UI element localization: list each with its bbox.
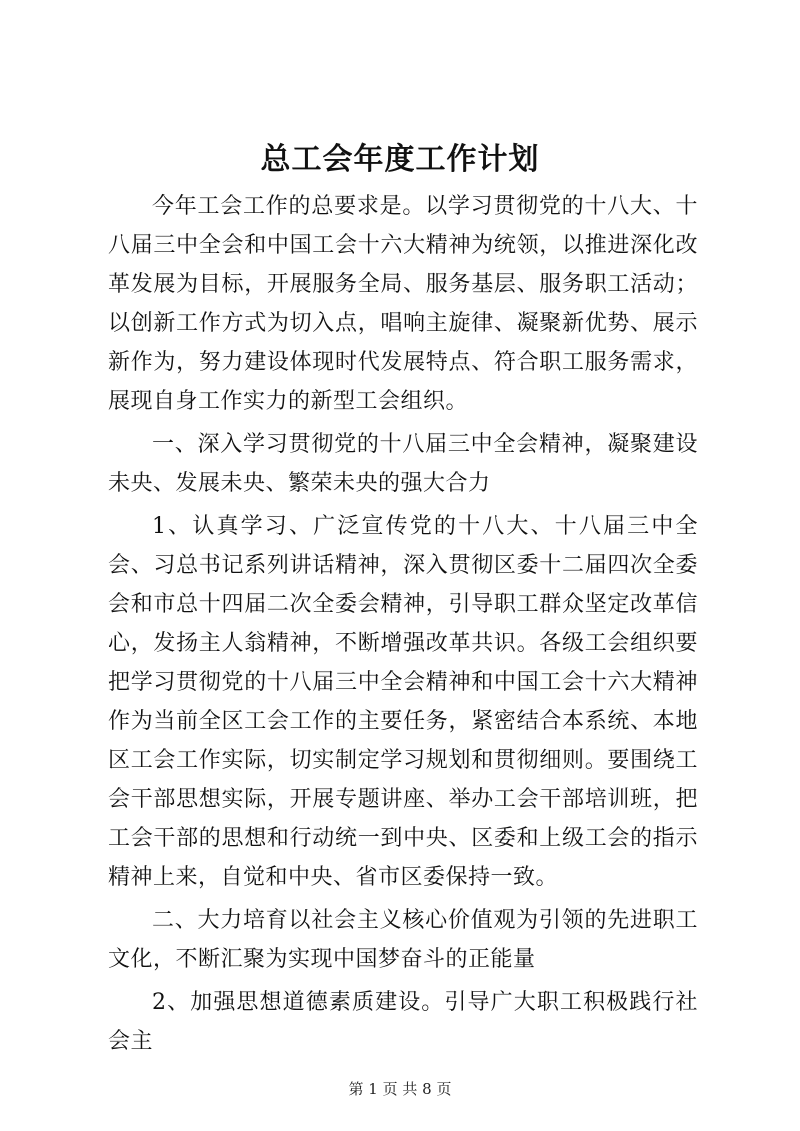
paragraph-item-2: 2、加强思想道德素质建设。引导广大职工积极践行社会主 [108,990,698,1054]
section-heading-2: 二、大力培育以社会主义核心价值观为引领的先进职工文化，不断汇聚为实现中国梦奋斗的正能量 [108,908,698,972]
document-title: 总工会年度工作计划 [260,142,540,177]
section-heading-1: 一、深入学习贯彻党的十八届三中全会精神，凝聚建设未央、发展未央、繁荣未央的强大合力 [108,432,698,496]
paragraph-intro: 今年工会工作的总要求是。以学习贯彻党的十八大、十八届三中全会和中国工会十六大精神为统领，以推进深化改革发展为目标，开展服务全局、服务基层、服务职工活动；以创新工作方式为切入点，唱响主旋律、凝聚新优势、展示新作为，努力建设体现时代发展特点、符合职工服务需求，展现自身工作实力的新型工会组织。 [108,194,698,414]
page-number-footer: 第 1 页 共 8 页 [348,1080,452,1098]
paragraph-item-1: 1、认真学习、广泛宣传党的十八大、十八届三中全会、习总书记系列讲话精神，深入贯彻区委十二届四次全委会和市总十四届二次全委会精神，引导职工群众坚定改革信心，发扬主人翁精神，不断增强改革共识。各级工会组织要把学习贯彻党的十八届三中全会精神和中国工会十六大精神作为当前全区工会工作的主要任务，紧密结合本系统、本地区工会工作实际，切实制定学习规划和贯彻细则。要围绕工会干部思想实际，开展专题讲座、举办工会干部培训班，把工会干部的思想和行动统一到中央、区委和上级工会的指示精神上来，自觉和中央、省市区委保持一致。 [108,514,698,890]
document-body [108,187,698,1061]
